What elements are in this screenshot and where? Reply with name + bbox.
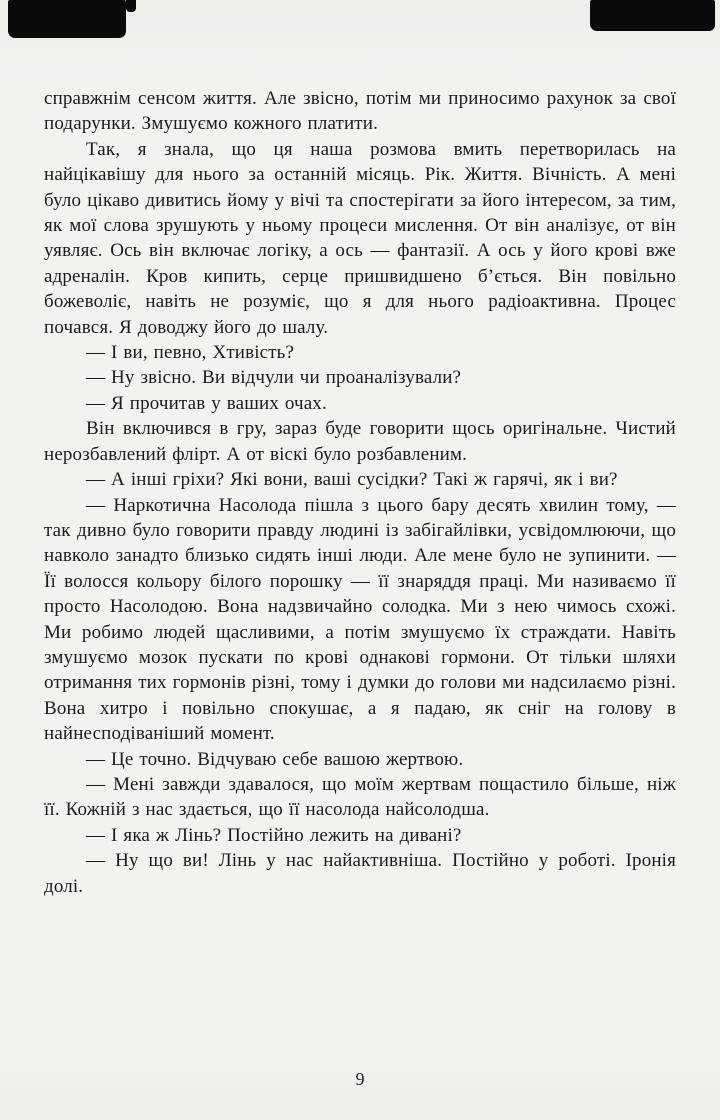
scan-artifact-top-mid	[126, 0, 136, 12]
paragraph: — Ну що ви! Лінь у нас найактивніша. Постійно у роботі. Іронія долі.	[44, 850, 676, 897]
paragraph: — І яка ж Лінь? Постійно лежить на дивані?	[86, 824, 462, 846]
page-text	[44, 86, 676, 899]
page-number: 9	[355, 1069, 365, 1089]
scan-artifact-top-right	[590, 0, 715, 31]
paragraph: — Мені завжди здавалося, що моїм жертвам пощастило більше, ніж її. Кожній з нас здається, що її насолода найсолодша.	[44, 773, 676, 821]
scan-artifact-top-left	[8, 0, 126, 38]
paragraph: — І ви, певно, Хтивість?	[86, 342, 295, 364]
paragraph: — Я прочитав у ваших очах.	[86, 392, 327, 414]
paragraph: Так, я знала, що ця наша розмова вмить перетворилась на найцікавішу для нього за останній місяць. Рік. Життя. Вічність. А мені було цікаво дивитись йому у вічі та спостерігати за його інтересом, за тим, як мої слова зрушують у ньому процеси мислення. От він аналізує, от він уявляє. Ось він включає логіку, а ось — фантазії. А ось у його крові вже адреналін. Кров кипить, серце пришвидшено б’ється. Він повільно божеволіє, навіть не розуміє, що я для нього радіоактивна. Процес почався. Я доводжу його до шалу.	[44, 138, 676, 338]
paragraph: — А інші гріхи? Які вони, ваші сусідки? Такі ж гарячі, як і ви?	[86, 469, 618, 491]
paragraph: Він включився в гру, зараз буде говорити щось оригінальне. Чистий нерозбавлений флірт. А от віскі було розбавленим.	[44, 418, 676, 465]
paragraph: — Ну звісно. Ви відчули чи проаналізували?	[86, 367, 462, 389]
scan-top-edge	[0, 0, 720, 44]
paragraph: — Це точно. Відчуваю себе вашою жертвою.	[86, 748, 464, 770]
paragraph: справжнім сенсом життя. Але звісно, потім ми приносимо рахунок за свої подарунки. Змушуємо кожного платити.	[44, 88, 676, 135]
paragraph: — Наркотична Насолода пішла з цього бару десять хвилин тому, — так дивно було говорити правду людині із забігайлівки, усвідомлюючи, що навколо занадто близько сидять інші люди. Але мене було не зупинити. — Її волосся кольору білого порошку — її знаряддя праці. Ми називаємо її просто Насолодою. Вона надзвичайно солодка. Ми з нею чимось схожі. Ми робимо людей щасливими, а потім змушуємо їх страждати. Навіть змушуємо мозок пускати по крові однакові гормони. От тільки шляхи отримання тих гормонів різні, тому і думки до голови ми надсилаємо різні. Вона хитро і повільно спокушає, а я падаю, як сніг на голову в найнесподіваніший момент.	[44, 494, 676, 745]
